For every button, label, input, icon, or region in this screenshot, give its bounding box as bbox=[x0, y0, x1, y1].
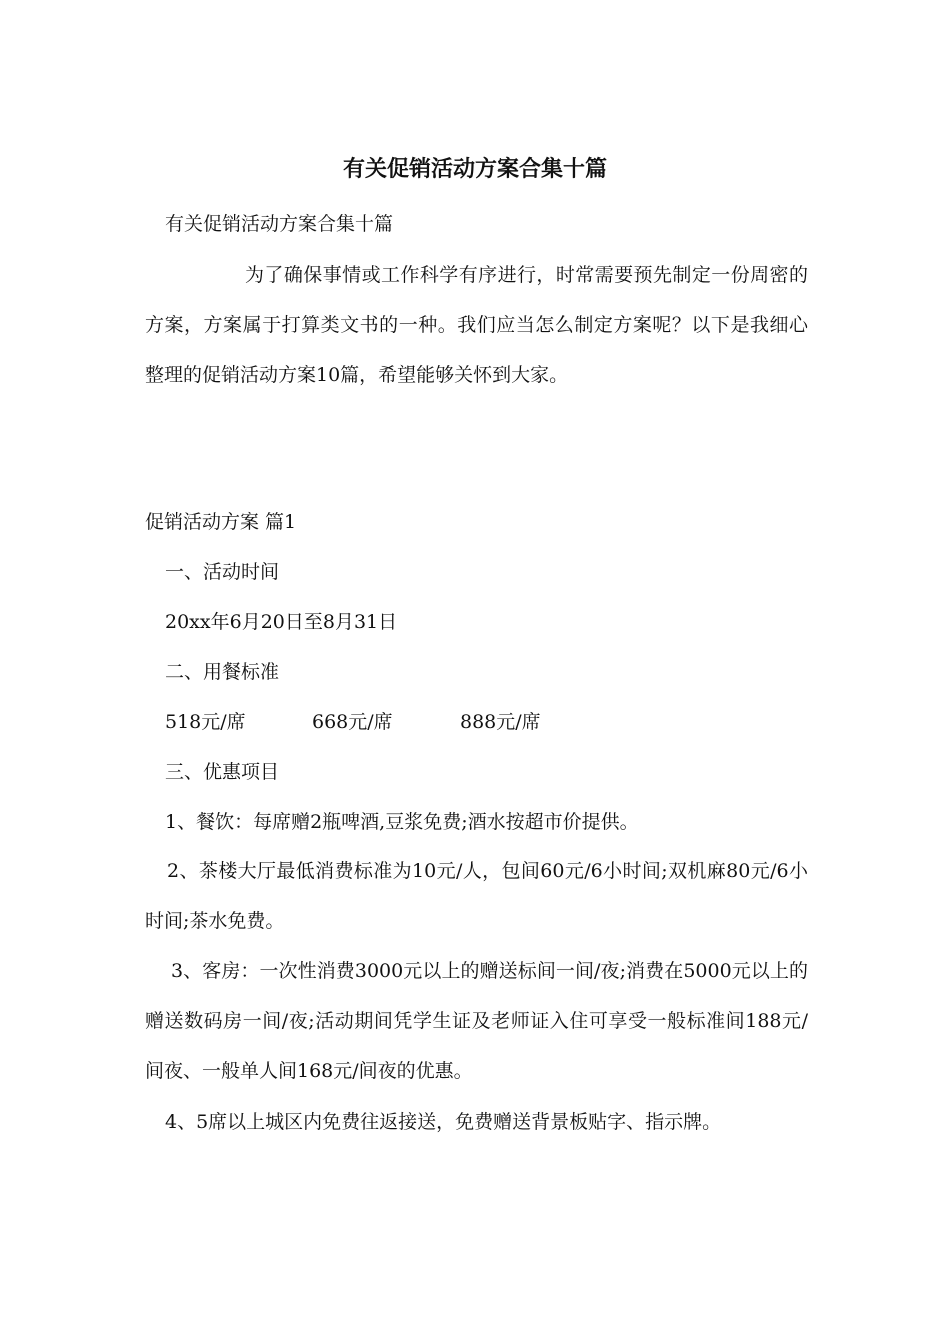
discount-item-4: 4、5席以上城区内免费往返接送，免费赠送背景板贴字、指示牌。 bbox=[165, 1111, 722, 1133]
discount-item-2: 2、茶楼大厅最低消费标准为10元/人，包间60元/6小时间;双机麻80元/6小时间;茶水免费。 bbox=[145, 860, 808, 932]
price-668: 668元/席 bbox=[312, 711, 393, 733]
discount-heading: 三、优惠项目 bbox=[165, 761, 280, 783]
document-title: 有关促销活动方案合集十篇 bbox=[342, 157, 607, 182]
intro-paragraph: 为了确保事情或工作科学有序进行，时常需要预先制定一份周密的方案，方案属于打算类文书的一种。我们应当怎么制定方案呢？以下是我细心整理的促销活动方案10篇，希望能够关怀到大家。 bbox=[145, 264, 808, 386]
discount-item-3: 3、客房：一次性消费3000元以上的赠送标间一间/夜;消费在5000元以上的赠送数码房一间/夜;活动期间凭学生证及老师证入住可享受一般标准间188元/间夜、一般单人间168元/间夜的优惠。 bbox=[145, 960, 808, 1082]
section-heading: 促销活动方案 篇1 bbox=[145, 511, 297, 533]
price-888: 888元/席 bbox=[460, 711, 541, 733]
activity-time-value: 20xx年6月20日至8月31日 bbox=[165, 611, 398, 633]
activity-time-heading: 一、活动时间 bbox=[165, 561, 280, 583]
discount-item-1: 1、餐饮：每席赠2瓶啤酒,豆浆免费;酒水按超市价提供。 bbox=[165, 811, 639, 833]
price-518: 518元/席 bbox=[165, 711, 246, 733]
meal-standard-heading: 二、用餐标准 bbox=[165, 661, 280, 683]
document-subtitle: 有关促销活动方案合集十篇 bbox=[165, 213, 394, 235]
